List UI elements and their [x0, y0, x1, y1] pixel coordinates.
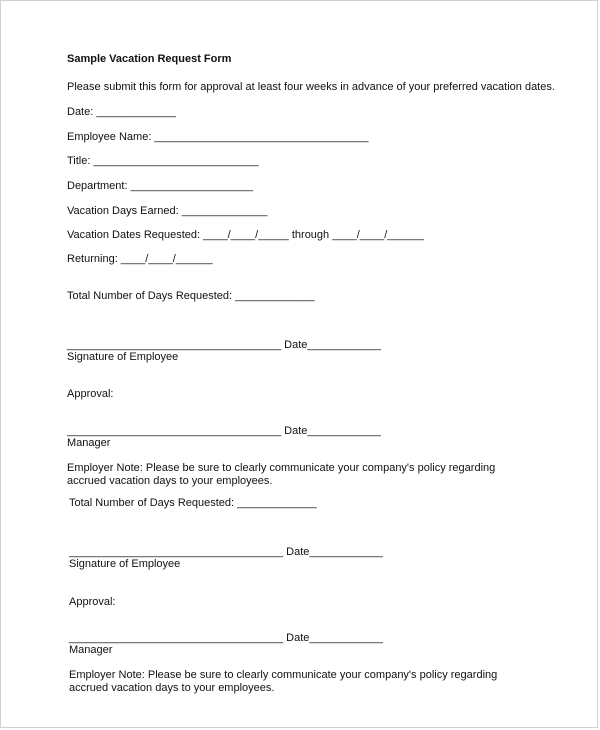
total-days-field-2: Total Number of Days Requested: _____________: [69, 497, 317, 509]
employee-name-field: Employee Name: ___________________________________: [67, 131, 369, 143]
vacation-dates-requested-field: Vacation Dates Requested: ____/____/_____ through ____/____/______: [67, 229, 424, 241]
total-days-field-1: Total Number of Days Requested: _____________: [67, 290, 315, 302]
employer-note-1: Employer Note: Please be sure to clearly communicate your company's policy regarding accrued vacation days to your employees.: [67, 462, 496, 487]
intro-text: Please submit this form for approval at least four weeks in advance of your preferred vacation dates.: [67, 81, 555, 93]
manager-signature-line-1: ___________________________________ Date____________: [67, 425, 381, 437]
employee-signature-label-1: Signature of Employee: [67, 351, 179, 363]
title-field: Title: ___________________________: [67, 155, 259, 167]
employee-signature-label-2: Signature of Employee: [69, 558, 181, 570]
manager-signature-line-2: ___________________________________ Date____________: [69, 632, 383, 644]
department-field: Department: ____________________: [67, 180, 253, 192]
manager-label-1: Manager: [67, 437, 111, 449]
vacation-days-earned-field: Vacation Days Earned: ______________: [67, 205, 268, 217]
employer-note-2: Employer Note: Please be sure to clearly communicate your company's policy regarding accrued vacation days to your employees.: [69, 669, 498, 694]
approval-label-2: Approval:: [69, 596, 116, 608]
manager-label-2: Manager: [69, 644, 113, 656]
date-field: Date: _____________: [67, 106, 176, 118]
employee-signature-line-1: ___________________________________ Date____________: [67, 339, 381, 351]
employee-signature-line-2: ___________________________________ Date____________: [69, 546, 383, 558]
approval-label-1: Approval:: [67, 388, 114, 400]
returning-field: Returning: ____/____/______: [67, 253, 213, 265]
form-title: Sample Vacation Request Form: [67, 53, 232, 65]
